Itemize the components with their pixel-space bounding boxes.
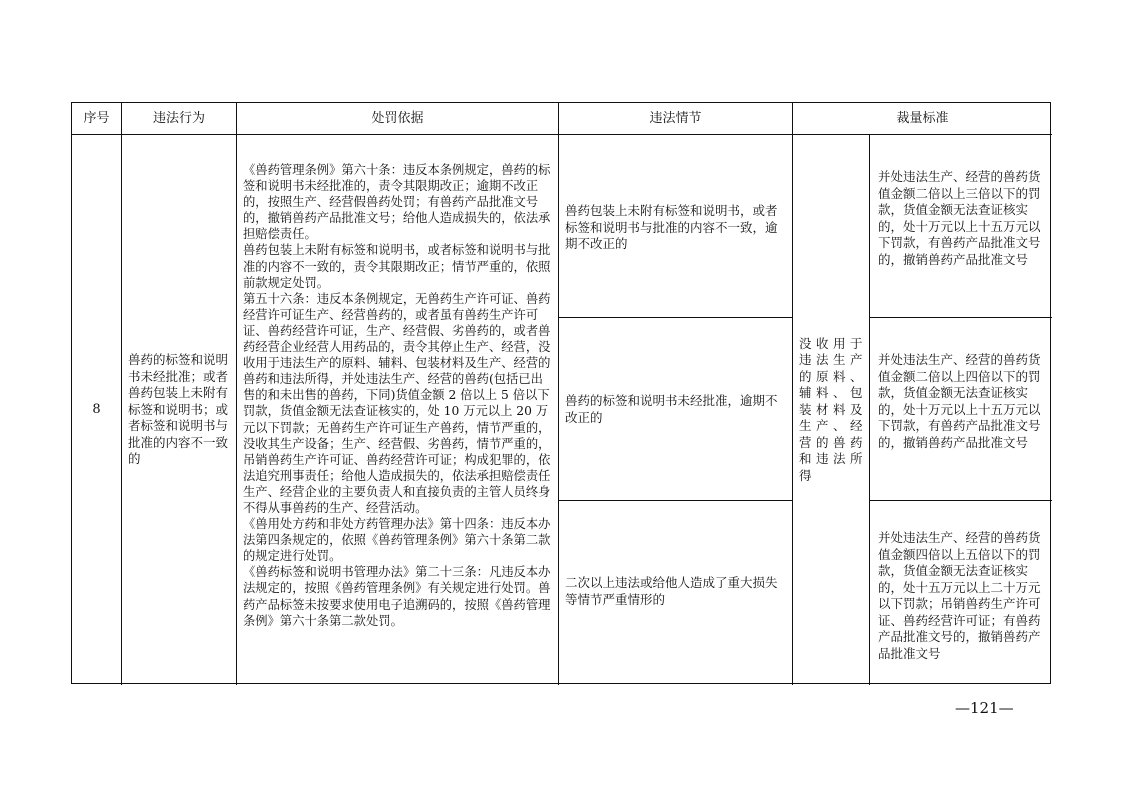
confiscation-cell xyxy=(793,135,870,685)
row-behavior-cell xyxy=(122,135,237,685)
header-behavior: 违法行为 xyxy=(122,103,237,135)
header-seq: 序号 xyxy=(72,103,122,135)
header-basis: 处罚依据 xyxy=(237,103,559,135)
penalty-table xyxy=(71,102,1051,684)
circumstance-2: 兽药的标签和说明书未经批准，逾期不改正的 xyxy=(559,318,793,501)
basis-paragraph: 《兽药管理条例》第六十条：违反本条例规定，兽药的标签和说明书未经批准的，责令其限期改正；逾期不改正的，按照生产、经营假兽药处罚；有兽药产品批准文号的，撤销兽药产品批准文号；给他人造成损失的，依法承担赔偿责任。 xyxy=(243,163,551,242)
page-number: —121— xyxy=(955,699,1014,717)
header-circumstance: 违法情节 xyxy=(559,103,793,135)
row-basis xyxy=(237,135,559,685)
basis-paragraph: 《兽药标签和说明书管理办法》第二十三条：凡违反本办法规定的，按照《兽药管理条例》有关规定进行处罚。兽药产品标签未按要求使用电子追溯码的，按照《兽药管理条例》第六十条第二款处罚。 xyxy=(243,565,551,628)
basis-paragraph: 第五十六条：违反本条例规定，无兽药生产许可证、兽药经营许可证生产、经营兽药的，或者虽有兽药生产许可证、兽药经营许可证，生产、经营假、劣兽药的，或者兽药经营企业经营人用药品的，责令其停止生产、经营，没收用于违法生产的原料、辅料、包装材料及生产、经营的兽药和违法所得，并处违法生产、经营的兽药(包括已出售的和未出售的兽药，下同)货值金额 2 倍以上 5 倍以下罚款，货值金额无法查证核实的，处 10 万元以上 20 万元以下罚款；无兽药生产许可证生产兽药，情节严重的，没收其生产设备；生产、经营假、劣兽药，情节严重的，吊销兽药生产许可证、兽药经营许可证；构成犯罪的，依法追究刑事责任；给他人造成损失的，依法承担赔偿责任生产、经营企业的主要负责人和直接负责的主管人员终身不得从事兽药的生产、经营活动。 xyxy=(243,291,551,515)
standard-2: 并处违法生产、经营的兽药货值金额二倍以上四倍以下的罚款，货值金额无法查证核实的，处十万元以上十五万元以下罚款，有兽药产品批准文号的，撤销兽药产品批准文号 xyxy=(870,318,1052,501)
standard-3: 并处违法生产、经营的兽药货值金额四倍以上五倍以下的罚款，货值金额无法查证核实的，处十五万元以上二十万元以下罚款；吊销兽药生产许可证、兽药经营许可证；有兽药产品批准文号的，撤销兽药产品批准文号 xyxy=(878,530,1041,661)
header-standard: 裁量标准 xyxy=(793,103,1052,135)
row-behavior: 兽药的标签和说明书未经批准；或者兽药包装上未附有标签和说明书；或者标签和说明书与批准的内容不一致的 xyxy=(128,352,229,467)
basis-paragraph: 兽药包装上未附有标签和说明书，或者标签和说明书与批准的内容不一致的，责令其限期改正；情节严重的，依照前款规定处罚。 xyxy=(243,243,551,290)
circumstance-1: 兽药包装上未附有标签和说明书，或者标签和说明书与批准的内容不一致，逾期不改正的 xyxy=(559,135,793,318)
confiscation-text: 没收用于违法生产的原料、辅料、包装材料及生产、经营的兽药和违法所得 xyxy=(799,335,863,483)
row-seq: 8 xyxy=(72,135,122,685)
circumstance-3: 二次以上违法或给他人造成了重大损失等情节严重情形的 xyxy=(559,501,793,685)
basis-paragraph: 《兽用处方药和非处方药管理办法》第十四条：违反本办法第四条规定的，依照《兽药管理条例》第六十条第二款的规定进行处罚。 xyxy=(243,517,551,564)
standard-1: 并处违法生产、经营的兽药货值金额二倍以上三倍以下的罚款，货值金额无法查证核实的，处十万元以上十五万元以下罚款，有兽药产品批准文号的，撤销兽药产品批准文号 xyxy=(870,135,1052,318)
